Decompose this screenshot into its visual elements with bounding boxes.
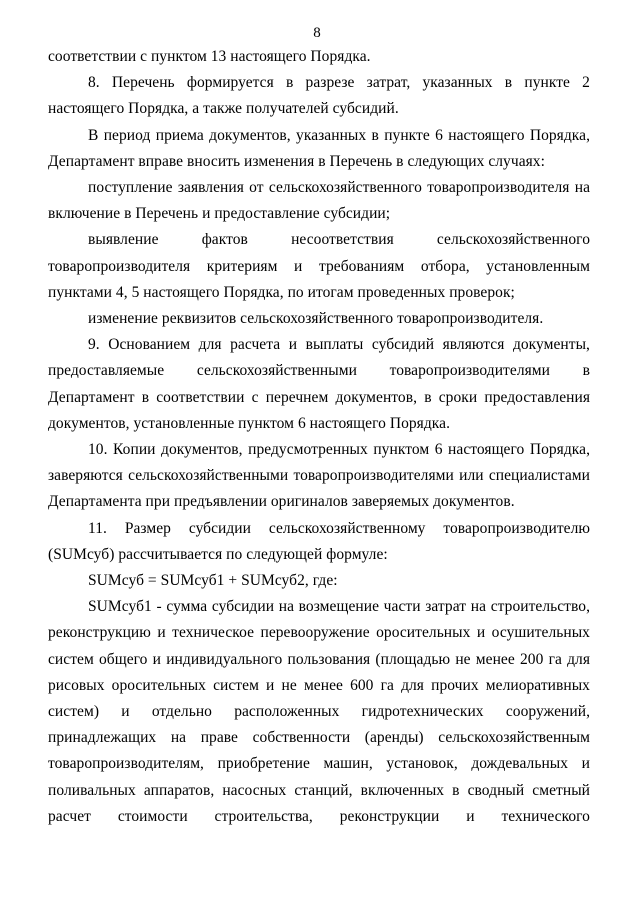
paragraph-formula: SUMсуб = SUMсуб1 + SUMсуб2, где: <box>88 572 338 590</box>
paragraph-item-11: 11. Размер субсидии сельскохозяйственному товаропроизводителю (SUMсуб) рассчитывается по следующей формуле: <box>48 519 590 563</box>
page-number: 8 <box>313 25 321 41</box>
paragraph-reception-period: В период приема документов, указанных в пункте 6 настоящего Порядка, Департамент вправе вносить изменения в Перечень в следующих случаях: <box>48 126 590 170</box>
paragraph-continuation: соответствии с пунктом 13 настоящего Порядка. <box>48 48 371 65</box>
paragraph-sum-definition: SUMсуб1 - сумма субсидии на возмещение части затрат на строительство, реконструкцию и техническое перевооружение оросительных и осушительных систем общего и индивидуального пользования (площадью не менее 200 га для рисовых оросительных систем и не менее 600 га для прочих мелиоративных систем) и отдельно расположенных гидротехнических сооружений, принадлежащих на праве собственности (аренды) сельскохозяйственным товаропроизводителям, приобретение машин, установок, дождевальных и поливальных аппаратов, насосных станций, включенных в сводный сметный расчет стоимости строительства, реконструкции и технического <box>48 598 590 825</box>
paragraph-item-8: 8. Перечень формируется в разрезе затрат, указанных в пункте 2 настоящего Порядка, а также получателей субсидий. <box>48 74 590 118</box>
paragraph-case-application: поступление заявления от сельскохозяйственного товаропроизводителя на включение в Перечень и предоставление субсидии; <box>48 179 590 223</box>
document-body <box>48 44 590 830</box>
paragraph-case-requisites: изменение реквизитов сельскохозяйственного товаропроизводителя. <box>88 310 544 328</box>
paragraph-case-noncompliance: выявление фактов несоответствия сельскохозяйственного товаропроизводителя критериям и требованиям отбора, установленным пунктами 4, 5 настоящего Порядка, по итогам проведенных проверок; <box>48 231 590 301</box>
paragraph-item-10: 10. Копии документов, предусмотренных пунктом 6 настоящего Порядка, заверяются сельскохозяйственными товаропроизводителями или специалистами Департамента при предъявлении оригиналов заверяемых документов. <box>48 441 590 511</box>
paragraph-item-9: 9. Основанием для расчета и выплаты субсидий являются документы, предоставляемые сельскохозяйственными товаропроизводителями в Департамент в соответствии с перечнем документов, в сроки предоставления документов, установленные пунктом 6 настоящего Порядка. <box>48 336 590 432</box>
